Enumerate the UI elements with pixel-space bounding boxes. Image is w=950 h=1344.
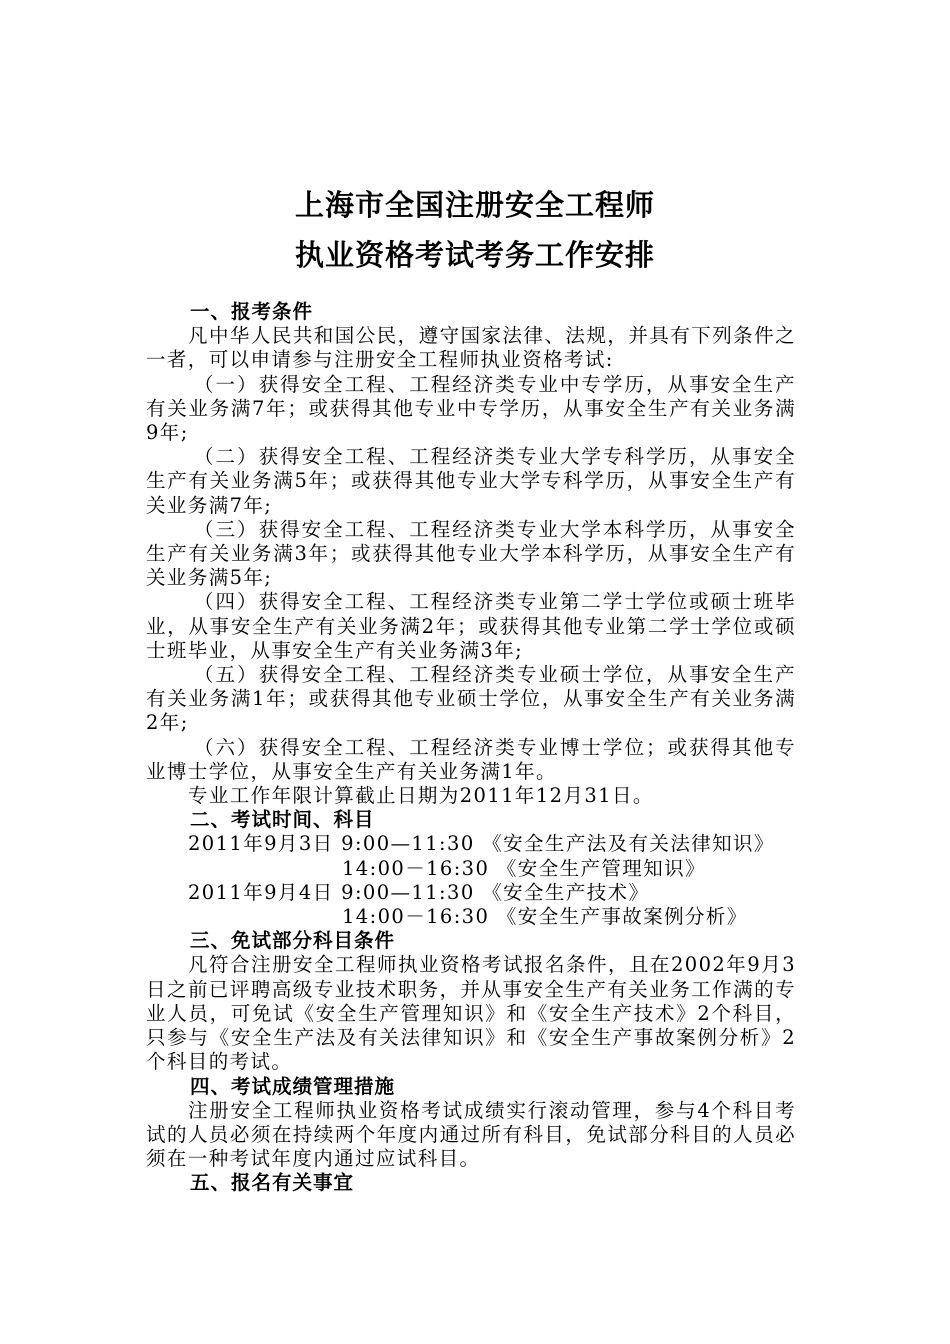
exemption-body: 凡符合注册安全工程师执业资格考试报名条件，且在2002年9月3日之前已评聘高级专业技术职务，并从事安全生产有关业务工作满的专业人员，可免试《安全生产管理知识》和《安全生产技术》2个科目，只参与《安全生产法及有关法律知识》和《安全生产事故案例分析》2个科目的考试。 bbox=[146, 953, 796, 1074]
schedule-line-2: 14:00－16:30 《安全生产管理知识》 bbox=[342, 856, 706, 880]
section-heading-score-management: 四、考试成绩管理措施 bbox=[190, 1074, 396, 1098]
eligibility-intro: 凡中华人民共和国公民，遵守国家法律、法规，并具有下列条件之一者，可以申请参与注册安全工程师执业资格考试: bbox=[146, 324, 796, 372]
eligibility-item-4: （四）获得安全工程、工程经济类专业第二学士学位或硕士班毕业，从事安全生产有关业务满2年；或获得其他专业第二学士学位或硕士班毕业，从事安全生产有关业务满3年; bbox=[146, 590, 796, 662]
eligibility-cutoff: 专业工作年限计算截止日期为2011年12月31日。 bbox=[188, 784, 654, 808]
section-heading-eligibility: 一、报考条件 bbox=[190, 300, 314, 323]
section-heading-exemption: 三、免试部分科目条件 bbox=[190, 929, 396, 953]
eligibility-item-2: （二）获得安全工程、工程经济类专业大学专科学历，从事安全生产有关业务满5年；或获得其他专业大学专科学历，从事安全生产有关业务满7年; bbox=[146, 445, 796, 517]
document-title-line-1: 上海市全国注册安全工程师 bbox=[294, 188, 655, 222]
document-title-line-2: 执业资格考试考务工作安排 bbox=[294, 238, 655, 272]
eligibility-item-1: （一）获得安全工程、工程经济类专业中专学历，从事安全生产有关业务满7年；或获得其他专业中专学历，从事安全生产有关业务满9年; bbox=[146, 372, 796, 445]
schedule-line-4: 14:00－16:30 《安全生产事故案例分析》 bbox=[342, 905, 748, 929]
document-body bbox=[146, 300, 796, 1196]
section-heading-registration: 五、报名有关事宜 bbox=[190, 1171, 355, 1195]
eligibility-item-6: （六）获得安全工程、工程经济类专业博士学位；或获得其他专业博士学位，从事安全生产有关业务满1年。 bbox=[146, 735, 796, 783]
schedule-line-3: 2011年9月4日 9:00—11:30 《安全生产技术》 bbox=[188, 880, 650, 904]
schedule-line-1: 2011年9月3日 9:00—11:30 《安全生产法及有关法律知识》 bbox=[188, 832, 775, 856]
eligibility-item-3: （三）获得安全工程、工程经济类专业大学本科学历，从事安全生产有关业务满3年；或获得其他专业大学本科学历，从事安全生产有关业务满5年; bbox=[146, 517, 796, 590]
eligibility-item-5: （五）获得安全工程、工程经济类专业硕士学位，从事安全生产有关业务满1年；或获得其他专业硕士学位，从事安全生产有关业务满2年; bbox=[146, 663, 796, 735]
score-management-body: 注册安全工程师执业资格考试成绩实行滚动管理，参与4个科目考试的人员必须在持续两个年度内通过所有科目，免试部分科目的人员必须在一种考试年度内通过应试科目。 bbox=[146, 1098, 796, 1171]
section-heading-schedule: 二、考试时间、科目 bbox=[190, 808, 375, 832]
